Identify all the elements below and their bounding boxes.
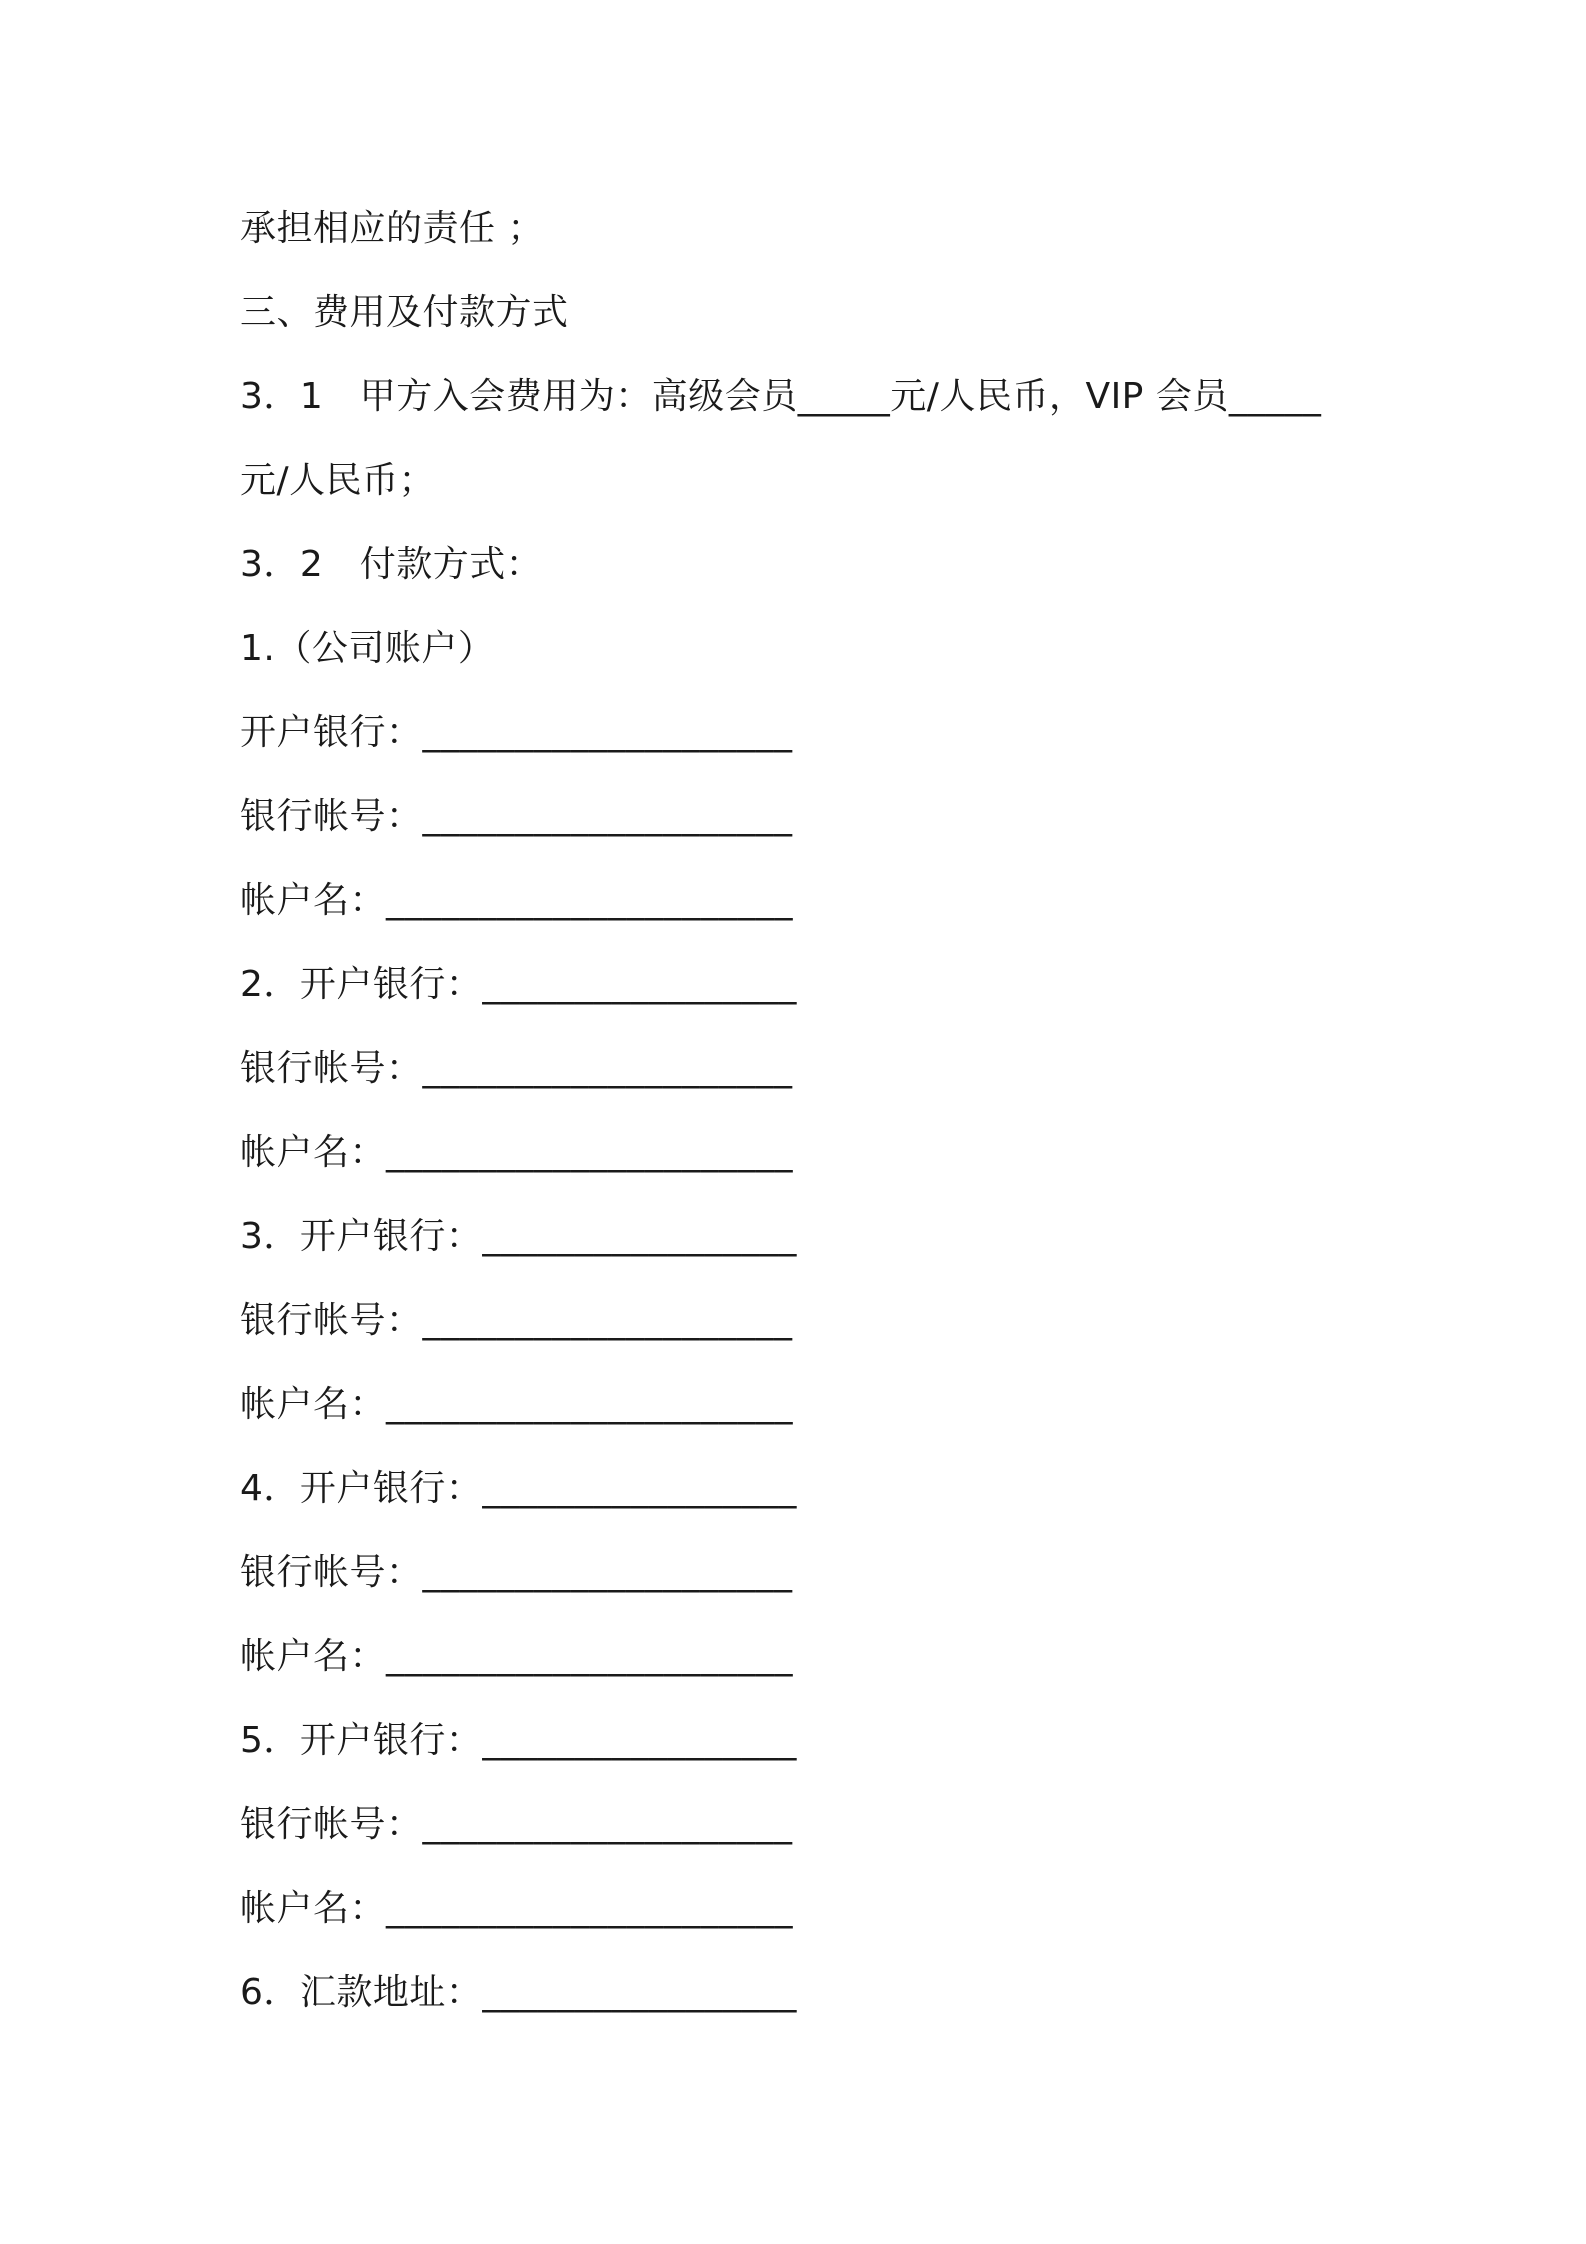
bank-name-field-5: 5．开户银行：_________________ <box>240 1720 797 1761</box>
account-holder-field-1: 帐户名：______________________ <box>240 880 794 921</box>
clause-3-1-membership-fee: 3．1 甲方入会费用为：高级会员_____元/人民币，VIP 会员_____ <box>240 376 1322 417</box>
clause-3-2-payment-method: 3．2 付款方式： <box>240 544 543 585</box>
company-account-heading: 1.（公司账户） <box>240 628 495 669</box>
bank-account-field-3: 银行帐号：____________________ <box>240 1300 793 1341</box>
bank-account-field-2: 银行帐号：____________________ <box>240 1048 793 1089</box>
bank-account-field-4: 银行帐号：____________________ <box>240 1552 793 1593</box>
bank-name-field-2: 2．开户银行：_________________ <box>240 964 797 1005</box>
account-holder-field-5: 帐户名：______________________ <box>240 1888 794 1929</box>
account-holder-field-4: 帐户名：______________________ <box>240 1636 794 1677</box>
bank-name-field-3: 3．开户银行：_________________ <box>240 1216 797 1257</box>
bank-account-field-5: 银行帐号：____________________ <box>240 1804 793 1845</box>
section-heading-fees-payment: 三、费用及付款方式 <box>240 292 569 333</box>
text-line-responsibility: 承担相应的责任 ； <box>240 208 544 249</box>
remittance-address-field: 6．汇款地址：_________________ <box>240 1972 797 2013</box>
bank-account-field-1: 银行帐号：____________________ <box>240 796 793 837</box>
bank-name-field-1: 开户银行：____________________ <box>240 712 793 753</box>
account-holder-field-3: 帐户名：______________________ <box>240 1384 794 1425</box>
bank-name-field-4: 4．开户银行：_________________ <box>240 1468 797 1509</box>
clause-3-1-continuation: 元/人民币； <box>240 460 436 501</box>
account-holder-field-2: 帐户名：______________________ <box>240 1132 794 1173</box>
